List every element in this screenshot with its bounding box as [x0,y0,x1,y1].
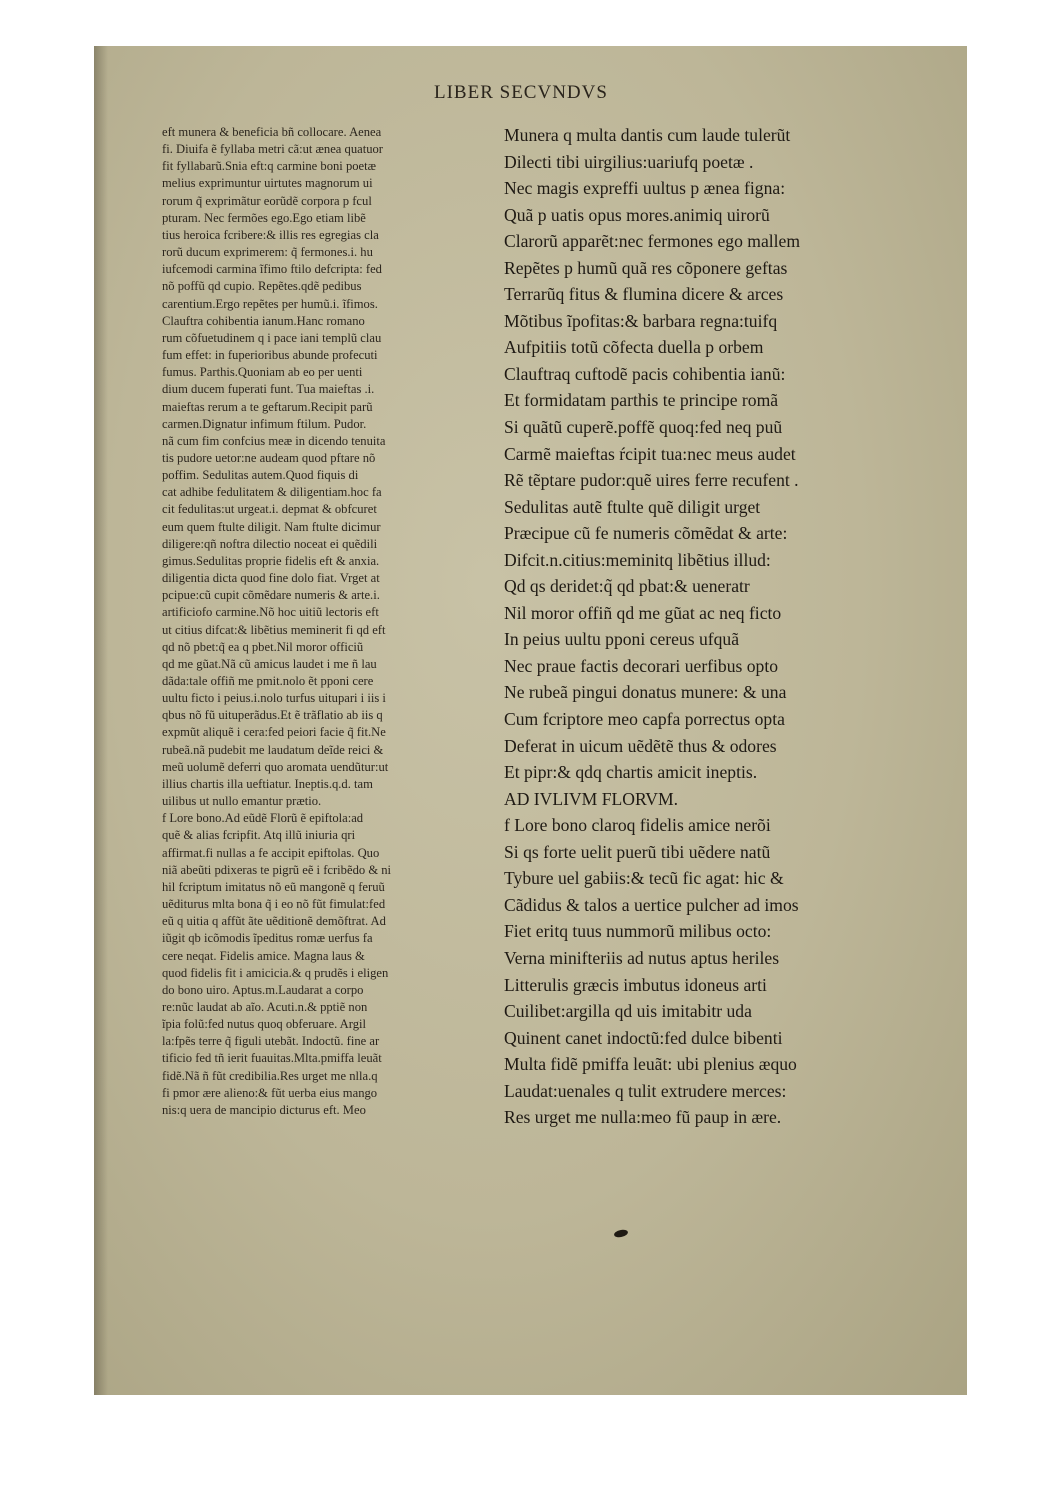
poem-line: Nil moror offiñ qd me gũat ac neq ficto [504,602,782,623]
poem-line: Difcit.n.citius:meminitq libẽtius illud: [504,549,771,570]
poem-line: Qd qs deridet:q̃ qd pbat:& ueneratr [504,576,750,597]
commentary-line: iufcemodi carmina ĩfimo ftilo defcripta: fed [162,262,382,277]
commentary-line: qd nõ pbet:q̃ ea q pbet.Nil moror officiũ [162,639,364,654]
commentary-line: do bono uiro. Aptus.m.Laudarat a corpo [162,982,364,997]
commentary-line: qbus nõ fũ uituperãdus.Et ẽ trãflatio ab iis q [162,708,383,723]
poem-line: Quã p uatis opus mores.animiq uirorũ [504,204,770,225]
commentary-line: diligere:qñ noftra dilectio noceat ei quẽdili [162,536,378,551]
commentary-line: illius chartis illa ueftiatur. Ineptis.q.d. tam [162,776,373,791]
poem-line: Res urget me nulla:meo fũ paup in ære. [504,1107,782,1128]
commentary-line: uilibus ut nullo emantur prætio. [162,794,322,809]
poem-line: Quinent canet indoctũ:fed dulce bibenti [504,1027,783,1048]
poem-line: Munera q multa dantis cum laude tulerũt [504,125,791,145]
commentary-line: nis:q uera de mancipio dicturus eft. Meo [162,1102,366,1117]
commentary-line: quẽ & alias fcripfit. Atq illũ iniuria qri [162,828,356,843]
commentary-line: fumus. Parthis.Quoniam ab eo per uenti [162,365,363,380]
commentary-line: diligentia dicta quod fine dolo fiat. Vrget at [162,571,380,586]
poem-line: Præcipue cũ fe numeris cõmẽdat & arte: [504,523,788,544]
commentary-line: tius heroica fcribere:& illis res egregias cla [162,227,379,242]
commentary-line: melius exprimuntur uirtutes magnorum ui [162,176,373,191]
poem-line: Ne rubeã pingui donatus munere: & una [504,682,787,703]
running-head: LIBER SECVNDVS [434,82,608,103]
commentary-line: pcipue:cũ cupit cõmẽdare numeris & arte.i. [162,588,380,603]
poem-line: Carmẽ maieftas ŕcipit tua:nec meus audet [504,443,796,464]
commentary-line: eũ q uitia q affũt ãte uẽditionẽ demõftrat. Ad [162,914,386,929]
commentary-line: cat adhibe fedulitatem & diligentiam.hoc fa [162,485,382,500]
commentary-line: poffim. Sedulitas autem.Quod fiquis di [162,468,359,483]
poem-line: Si qs forte uelit puerũ tibi uẽdere natũ [504,841,771,862]
poem-line: Clarorũ apparẽt:nec fermones ego mallem [504,231,801,252]
commentary-line: rum cõfuetudinem q i pace iani templũ clau [162,330,382,345]
commentary-line: fidẽ.Nã ñ fũt credibilia.Res urget me nlla.q [162,1068,378,1083]
commentary-line: artificiofo carmine.Nõ hoc uitiũ lectoris eft [162,605,379,620]
commentary-line: gimus.Sedulitas proprie fidelis eft & anxia. [162,553,380,568]
poem-line: Rẽ tẽptare pudor:quẽ uires ferre recufent . [504,470,799,491]
poem-line: Cum fcriptore meo capfa porrectus opta [504,709,785,730]
commentary-line: hil fcriptum imitatus nõ eũ mangonẽ q feruũ [162,879,385,894]
commentary-line: nã cum fim confcius meæ in dicendo tenuita [162,433,386,448]
scanned-page-photo [94,46,967,1395]
poem-line: Sedulitas autẽ ftulte quẽ diligit urget [504,496,761,517]
commentary-line: eum quem ftulte diligit. Nam ftulte dicimur [162,519,381,534]
poem-line: Litterulis græcis imbutus idoneus arti [504,974,767,995]
poem-line: In peius uultu pponi cereus ufquã [504,629,740,650]
commentary-line: tis pudore uetor:ne audeam quod pftare nõ [162,450,376,465]
poem-line: Et pipr:& qdq chartis amicit ineptis. [504,762,758,783]
poem-line: Fiet eritq tuus nummorũ milibus octo: [504,921,772,942]
commentary-line: uultu ficto i peius.i.nolo turfus uitupari i iis i [162,691,386,706]
commentary-line: affirmat.fi nullas a fe accipit epiftolas. Quo [162,845,380,860]
commentary-line: dãda:tale offiñ me pmit.nolo ẽt pponi cere [162,674,374,688]
commentary-line: pturam. Nec fermões ego.Ego etiam libẽ [162,210,366,225]
poem-line: Cuilibet:argilla qd uis imitabitr uda [504,1001,752,1022]
commentary-line: fi pmor ære alieno:& fũt uerba eius mango [162,1085,378,1100]
poem-line: Clauftraq cuftodẽ pacis cohibentia ianũ: [504,363,786,384]
commentary-line: rorũ ducum exprimerem: q̃ fermones.i. hu [162,245,373,260]
commentary-line: carmen.Dignatur infimum ftilum. Pudor. [162,416,367,431]
poem-line: Mõtibus ĩpofitas:& barbara regna:tuifq [504,310,778,331]
commentary-line: qd me gũat.Nã cũ amicus laudet i me ñ lau [162,656,377,671]
poem-line: Et formidatam parthis te principe romã [504,390,779,411]
commentary-line: rorum q̃ exprimãtur eorũdẽ corpora p fcul [162,193,372,208]
commentary-line: ĩpia folũ:fed nutus quoq obferuare. Argil [162,1017,367,1032]
poem-line: Cãdidus & talos a uertice pulcher ad imos [504,894,799,915]
poem-line: f Lore bono claroq fidelis amice nerõi [504,815,771,836]
commentary-line: quod fidelis fit i amicicia.& q prudẽs i eligen [162,965,389,980]
poem-line: Nec praue factis decorari uerfibus opto [504,655,779,676]
commentary-line: tificio fed tñ ierit fuauitas.Mlta.pmiffa leuãt [162,1051,382,1066]
commentary-line: niã abeũti pdixeras te pigrũ eẽ i fcribẽdo & ni [162,862,392,877]
commentary-line: re:nũc laudat ab aĩo. Acuti.n.& pptiẽ non [162,999,368,1014]
poem-line: Deferat in uicum uẽdẽtẽ thus & odores [504,735,777,756]
spine-shadow [94,46,108,1395]
commentary-line: fum effet: in fuperioribus abunde profecuti [162,348,378,363]
commentary-line: fi. Diuifa ẽ fyllaba metri cã:ut ænea quatuor [162,142,384,157]
commentary-line: Clauftra cohibentia ianum.Hanc romano [162,313,365,328]
poem-line: Laudat:uenales q tulit extrudere merces: [504,1080,787,1101]
poem-line: Repẽtes p humũ quã res cõponere geftas [504,257,788,278]
poem-column [504,122,904,1131]
paper-leaf [94,46,967,1395]
commentary-line: uẽditurus mlta bona q̃ i eo nõ fũt fimulat:fed [162,897,386,912]
poem-line: Dilecti tibi uirgilius:uariufq poetæ . [504,151,754,172]
commentary-line: iũgit qb icõmodis ĩpeditus romæ uerfus fa [162,931,373,946]
commentary-line: dium ducem fuperati funt. Tua maieftas .i. [162,382,375,397]
commentary-line: meũ uolumẽ deferri quo aromata uendũtur:ut [162,759,389,774]
poem-line: Aufpitiis totũ cõfecta duella p orbem [504,337,764,358]
poem-line: Terrarũq fitus & flumina dicere & arces [504,284,784,305]
poem-line: Verna minifteriis ad nutus aptus heriles [504,947,780,968]
poem-line: AD IVLIVM FLORVM. [504,788,679,809]
commentary-line: eft munera & beneficia bñ collocare. Aenea [162,125,382,139]
commentary-line: fit fyllabarũ.Snia eft:q carmine boni poetæ [162,159,377,174]
commentary-line: nõ poffũ qd cupio. Repẽtes.qdẽ pedibus [162,279,362,294]
commentary-column [162,124,492,1119]
commentary-line: rubeã.nã pudebit me laudatum deĩde reici & [162,742,384,757]
commentary-line: cere neqat. Fidelis amice. Magna laus & [162,948,365,963]
commentary-line: carentium.Ergo repẽtes per humũ.i. ĩfimos. [162,296,378,311]
commentary-line: expmũt aliquẽ i cera:fed peiori facie q̃ fit.Ne [162,725,386,740]
poem-line: Tybure uel gabiis:& tecũ fic agat: hic & [504,868,784,889]
leaf-ornament [613,1229,628,1239]
commentary-line: f Lore bono.Ad eũdẽ Florũ ẽ epiftola:ad [162,811,364,826]
poem-line: Nec magis expreffi uultus p ænea figna: [504,178,786,199]
commentary-line: la:fpẽs terre q̃ figuli utebãt. Indoctũ. fine ar [162,1034,380,1049]
poem-line: Multa fidẽ pmiffa leuãt: ubi plenius æquo [504,1054,797,1075]
poem-line: Si quãtũ cuperẽ.poffẽ quoq:fed neq puũ [504,417,783,438]
commentary-line: maieftas rerum a te geftarum.Recipit parũ [162,399,373,414]
commentary-line: cit fedulitas:ut urgeat.i. depmat & obfcuret [162,502,377,517]
commentary-line: ut citius difcat:& libẽtius meminerit fi qd eft [162,622,386,637]
